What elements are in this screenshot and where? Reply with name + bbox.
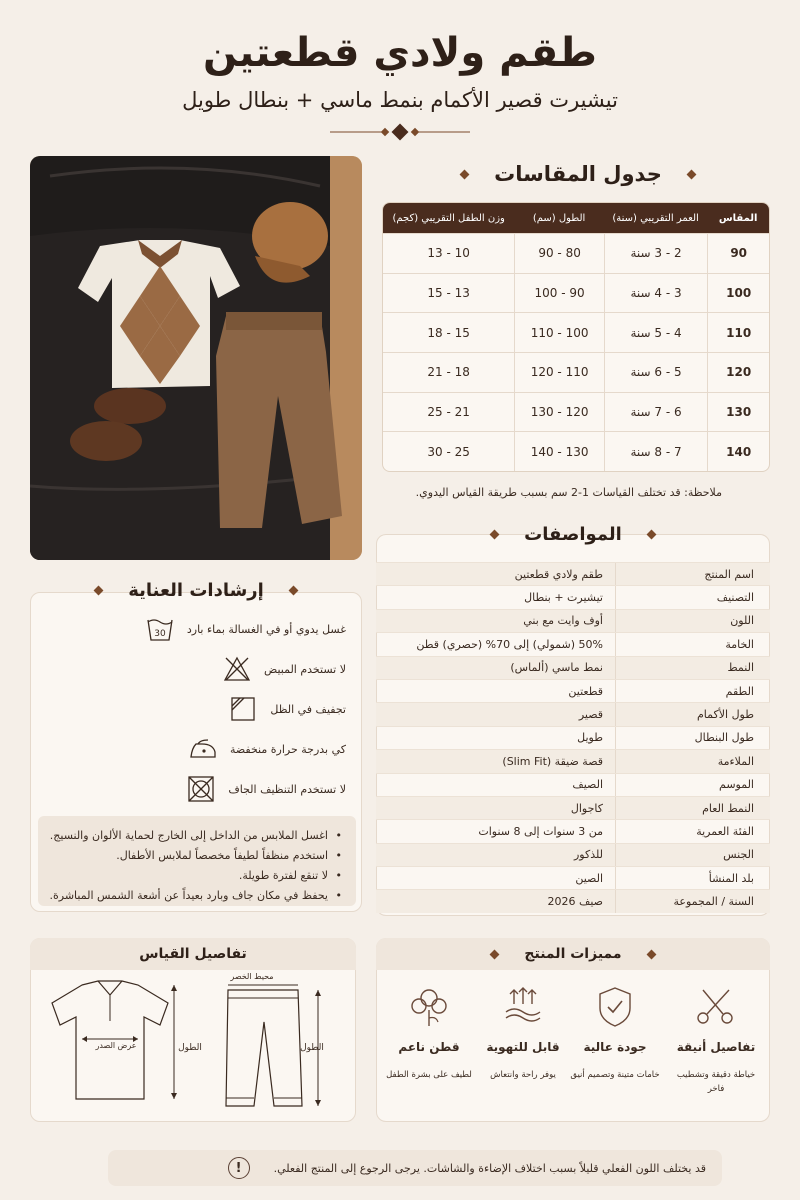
spec-value: تيشيرت + بنطال bbox=[524, 591, 603, 605]
weight-cell: 13 - 15 bbox=[427, 286, 470, 301]
no-bleach-icon bbox=[222, 654, 252, 684]
page-subtitle: تيشيرت قصير الأكمام بنمط ماسي + بنطال طويل bbox=[182, 88, 618, 112]
features-title: مميزات المنتج bbox=[524, 946, 622, 962]
feature-item bbox=[478, 980, 568, 1082]
disclaimer-text: قد يختلف اللون الفعلي قليلاً بسبب اختلاف الإضاءة والشاشات. يرجى الرجوع إلى المنتج الفعلي. bbox=[273, 1161, 706, 1175]
table-row bbox=[383, 233, 769, 273]
size-chart-title: جدول المقاسات bbox=[494, 162, 662, 186]
spec-row bbox=[376, 702, 770, 725]
height-cell: 90 - 100 bbox=[514, 274, 604, 313]
spec-key: التصنيف bbox=[615, 586, 770, 608]
care-item bbox=[46, 652, 346, 686]
wash-30-icon bbox=[145, 614, 175, 644]
care-item bbox=[46, 772, 346, 806]
spec-row bbox=[376, 889, 770, 912]
spec-row bbox=[376, 726, 770, 749]
spec-key: اللون bbox=[615, 610, 770, 632]
weight-cell: 18 - 21 bbox=[427, 365, 470, 380]
size-chart-table bbox=[382, 202, 770, 472]
feature-item bbox=[671, 980, 761, 1096]
specs-table bbox=[376, 562, 770, 913]
specs-title: المواصفات bbox=[524, 524, 622, 545]
spec-value: طقم ولادي قطعتين bbox=[514, 567, 603, 581]
care-text: تجفيف في الظل bbox=[270, 702, 346, 716]
feature-desc: لطيف على بشرة الطفل bbox=[386, 1070, 472, 1080]
weight-cell: 21 - 25 bbox=[427, 405, 470, 420]
spec-value: 50% (شمولي) إلى 70% (حصري) قطن bbox=[416, 637, 603, 651]
shield-check-icon bbox=[592, 984, 638, 1030]
chest-width-label: عرض الصدر bbox=[95, 1041, 137, 1050]
feature-name: تفاصيل أنيقة bbox=[676, 1040, 756, 1054]
column-header: المقاس bbox=[718, 212, 758, 224]
spec-row bbox=[376, 796, 770, 819]
feature-name: قابل للتهوية bbox=[486, 1040, 560, 1054]
spec-row bbox=[376, 843, 770, 866]
feature-item bbox=[384, 980, 474, 1082]
feature-desc: خامات متينة وتصميم أنيق bbox=[570, 1070, 660, 1080]
table-row bbox=[383, 352, 769, 392]
spec-row bbox=[376, 632, 770, 655]
spec-value: الصين bbox=[575, 871, 603, 885]
spec-value: نمط ماسي (ألماس) bbox=[510, 661, 603, 675]
spec-key: النمط العام bbox=[615, 797, 770, 819]
measurement-heading bbox=[30, 938, 356, 970]
spec-key: الطقم bbox=[615, 680, 770, 702]
spec-key: طول البنطال bbox=[615, 727, 770, 749]
page-title: طقم ولادي قطعتين bbox=[203, 30, 597, 76]
spec-key: بلد المنشأ bbox=[615, 867, 770, 889]
spec-row bbox=[376, 819, 770, 842]
waist-label: محيط الخصر bbox=[230, 972, 274, 981]
no-dry-clean-icon bbox=[186, 774, 216, 804]
spec-value: كاجوال bbox=[570, 801, 603, 815]
feature-desc: خياطة دقيقة وتشطيب فاخر bbox=[676, 1070, 756, 1094]
height-cell: 130 - 140 bbox=[514, 432, 604, 471]
spec-value: قصة ضيقة (Slim Fit) bbox=[502, 754, 603, 768]
dry-in-shade-icon bbox=[228, 694, 258, 724]
spec-key: الملاءمة bbox=[615, 750, 770, 772]
spec-value: من 3 سنوات إلى 8 سنوات bbox=[478, 824, 603, 838]
table-row bbox=[383, 431, 769, 471]
column-header: الطول (سم) bbox=[532, 212, 586, 224]
spec-row bbox=[376, 679, 770, 702]
spec-row bbox=[376, 585, 770, 608]
care-item bbox=[46, 612, 346, 646]
spec-value: للذكور bbox=[574, 848, 603, 862]
care-text: غسل يدوي أو في الغسالة بماء بارد bbox=[186, 622, 346, 636]
spec-value: الصيف bbox=[572, 778, 603, 792]
care-text: كي بدرجة حرارة منخفضة bbox=[229, 742, 346, 756]
weight-cell: 15 - 18 bbox=[427, 325, 470, 340]
spec-row bbox=[376, 562, 770, 585]
iron-low-icon bbox=[188, 734, 218, 764]
measurement-title: تفاصيل القياس bbox=[139, 946, 247, 962]
feature-desc: يوفر راحة وانتعاش bbox=[490, 1070, 556, 1080]
size-cell: 120 bbox=[707, 353, 769, 392]
spec-value: أوف وايت مع بني bbox=[523, 614, 603, 628]
spec-row bbox=[376, 749, 770, 772]
size-cell: 90 bbox=[707, 234, 769, 273]
feature-item bbox=[570, 980, 660, 1082]
scissors-icon bbox=[693, 984, 739, 1030]
care-tip: • اغسل الملابس من الداخل إلى الخارج لحماية الألوان والنسيج. bbox=[48, 826, 342, 846]
shirt-length-label: الطول bbox=[178, 1043, 202, 1053]
column-header: وزن الطفل التقريبي (كجم) bbox=[392, 212, 505, 224]
care-tip: • لا تنقع لفترة طويلة. bbox=[48, 866, 342, 886]
height-cell: 100 - 110 bbox=[514, 313, 604, 352]
spec-row bbox=[376, 866, 770, 889]
weight-cell: 10 - 13 bbox=[427, 246, 470, 261]
spec-key: السنة / المجموعة bbox=[615, 890, 770, 912]
feature-name: جودة عالية bbox=[583, 1040, 647, 1054]
spec-value: طويل bbox=[577, 731, 603, 745]
table-row bbox=[383, 392, 769, 432]
spec-key: النمط bbox=[615, 657, 770, 679]
feature-name: قطن ناعم bbox=[398, 1040, 460, 1054]
breathable-icon bbox=[500, 984, 546, 1030]
age-cell: 6 - 7 سنة bbox=[604, 393, 707, 432]
divider-ornament bbox=[330, 122, 470, 142]
spec-key: الموسم bbox=[615, 774, 770, 796]
size-cell: 140 bbox=[707, 432, 769, 471]
product-photo bbox=[30, 156, 362, 560]
age-cell: 4 - 5 سنة bbox=[604, 313, 707, 352]
size-cell: 130 bbox=[707, 393, 769, 432]
table-row bbox=[383, 273, 769, 313]
care-text: لا تستخدم المبيض bbox=[263, 662, 346, 676]
care-tip: • يحفظ في مكان جاف وبارد بعيداً عن أشعة الشمس المباشرة. bbox=[48, 886, 342, 906]
spec-row bbox=[376, 609, 770, 632]
care-title: إرشادات العناية bbox=[128, 580, 264, 601]
column-header: العمر التقريبي (سنة) bbox=[612, 212, 699, 224]
care-tip: • استخدم منظفاً لطيفاً مخصصاً لملابس الأطفال. bbox=[48, 846, 342, 866]
care-item bbox=[46, 692, 346, 726]
spec-value: قطعتين bbox=[568, 684, 603, 698]
size-cell: 100 bbox=[707, 274, 769, 313]
spec-row bbox=[376, 773, 770, 796]
table-row bbox=[383, 312, 769, 352]
spec-key: الخامة bbox=[615, 633, 770, 655]
height-cell: 110 - 120 bbox=[514, 353, 604, 392]
spec-key: الجنس bbox=[615, 844, 770, 866]
size-cell: 110 bbox=[707, 313, 769, 352]
specs-heading bbox=[376, 524, 770, 545]
age-cell: 2 - 3 سنة bbox=[604, 234, 707, 273]
info-icon: ! bbox=[228, 1157, 250, 1179]
weight-cell: 25 - 30 bbox=[427, 444, 470, 459]
disclaimer-banner bbox=[108, 1150, 722, 1186]
age-cell: 7 - 8 سنة bbox=[604, 432, 707, 471]
age-cell: 3 - 4 سنة bbox=[604, 274, 707, 313]
cotton-icon bbox=[406, 984, 452, 1030]
spec-key: الفئة العمرية bbox=[615, 820, 770, 842]
age-cell: 5 - 6 سنة bbox=[604, 353, 707, 392]
size-note: ملاحظة: قد تختلف القياسات 1-2 سم بسبب طريقة القياس اليدوي. bbox=[415, 486, 722, 499]
wash-temperature: 30 bbox=[154, 629, 166, 639]
height-cell: 120 - 130 bbox=[514, 393, 604, 432]
height-cell: 80 - 90 bbox=[514, 234, 604, 273]
care-heading bbox=[30, 580, 362, 601]
care-item bbox=[46, 732, 346, 766]
spec-value: صيف 2026 bbox=[547, 895, 603, 909]
spec-row bbox=[376, 656, 770, 679]
spec-key: طول الأكمام bbox=[615, 703, 770, 725]
care-text: لا تستخدم التنظيف الجاف bbox=[228, 782, 346, 796]
size-chart-heading bbox=[378, 162, 778, 186]
features-heading bbox=[376, 938, 770, 970]
care-tips bbox=[38, 816, 356, 906]
pants-length-label: الطول bbox=[300, 1043, 324, 1053]
spec-key: اسم المنتج bbox=[615, 563, 770, 585]
spec-value: قصير bbox=[578, 708, 603, 722]
size-table-header bbox=[383, 203, 769, 233]
